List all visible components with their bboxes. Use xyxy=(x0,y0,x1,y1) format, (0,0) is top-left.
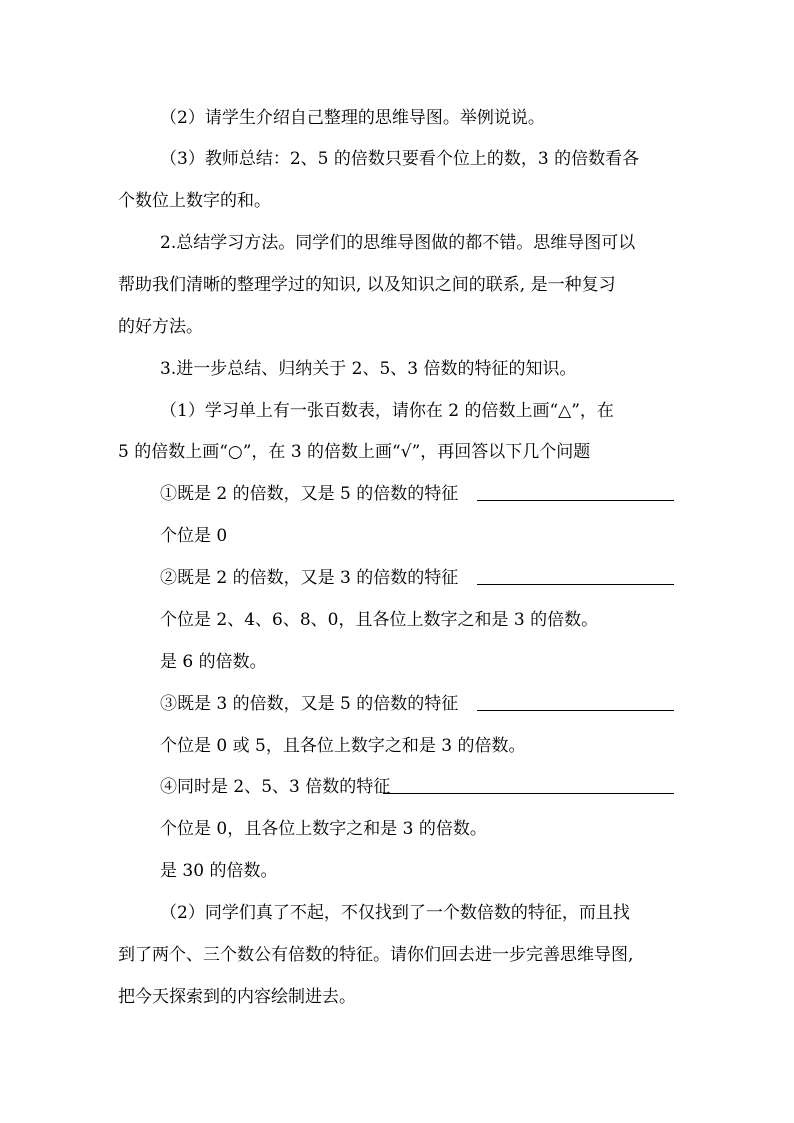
paragraph-line: 到了两个、三个数公有倍数的特征。请你们回去进一步完善思维导图, xyxy=(118,945,634,965)
paragraph-line: 把今天探索到的内容绘制进去。 xyxy=(118,987,356,1007)
answer-3-text: 个位是 0 或 5，且各位上数字之和是 3 的倍数。 xyxy=(160,736,526,756)
paragraph-line: 的好方法。 xyxy=(118,317,203,337)
question-2-label: ②既是 2 的倍数，又是 3 的倍数的特征 xyxy=(160,568,459,588)
question-4-label: ④同时是 2、5、3 倍数的特征 xyxy=(160,777,391,797)
answer-blank-4 xyxy=(383,793,674,794)
paragraph-line: （1）学习单上有一张百数表，请你在 2 的倍数上画“△”，在 xyxy=(160,401,614,421)
answer-4-note: 是 30 的倍数。 xyxy=(160,861,278,881)
paragraph-line: 个数位上数字的和。 xyxy=(118,191,271,211)
answer-2-text: 个位是 2、4、6、8、0，且各位上数字之和是 3 的倍数。 xyxy=(160,610,599,630)
paragraph-line: （3）教师总结：2、5 的倍数只要看个位上的数，3 的倍数看各 xyxy=(160,149,640,169)
answer-4-text: 个位是 0，且各位上数字之和是 3 的倍数。 xyxy=(160,819,487,839)
question-3-label: ③既是 3 的倍数，又是 5 的倍数的特征 xyxy=(160,694,459,714)
question-1-label: ①既是 2 的倍数，又是 5 的倍数的特征 xyxy=(160,484,459,504)
answer-blank-2 xyxy=(477,584,674,585)
paragraph-line: 帮助我们清晰的整理学过的知识, 以及知识之间的联系, 是一种复习 xyxy=(118,275,616,295)
paragraph-line: （2）请学生介绍自己整理的思维导图。举例说说。 xyxy=(160,108,545,128)
paragraph-line: （2）同学们真了不起，不仅找到了一个数倍数的特征，而且找 xyxy=(160,903,630,923)
answer-2-note: 是 6 的倍数。 xyxy=(160,652,267,672)
answer-1-text: 个位是 0 xyxy=(160,526,228,546)
answer-blank-3 xyxy=(477,710,674,711)
paragraph-line: 3.进一步总结、归纳关于 2、5、3 倍数的特征的知识。 xyxy=(160,359,577,379)
answer-blank-1 xyxy=(477,500,674,501)
paragraph-line: 5 的倍数上画“○”，在 3 的倍数上画“√”，再回答以下几个问题 xyxy=(118,442,591,462)
paragraph-line: 2.总结学习方法。同学们的思维导图做的都不错。思维导图可以 xyxy=(160,233,636,253)
